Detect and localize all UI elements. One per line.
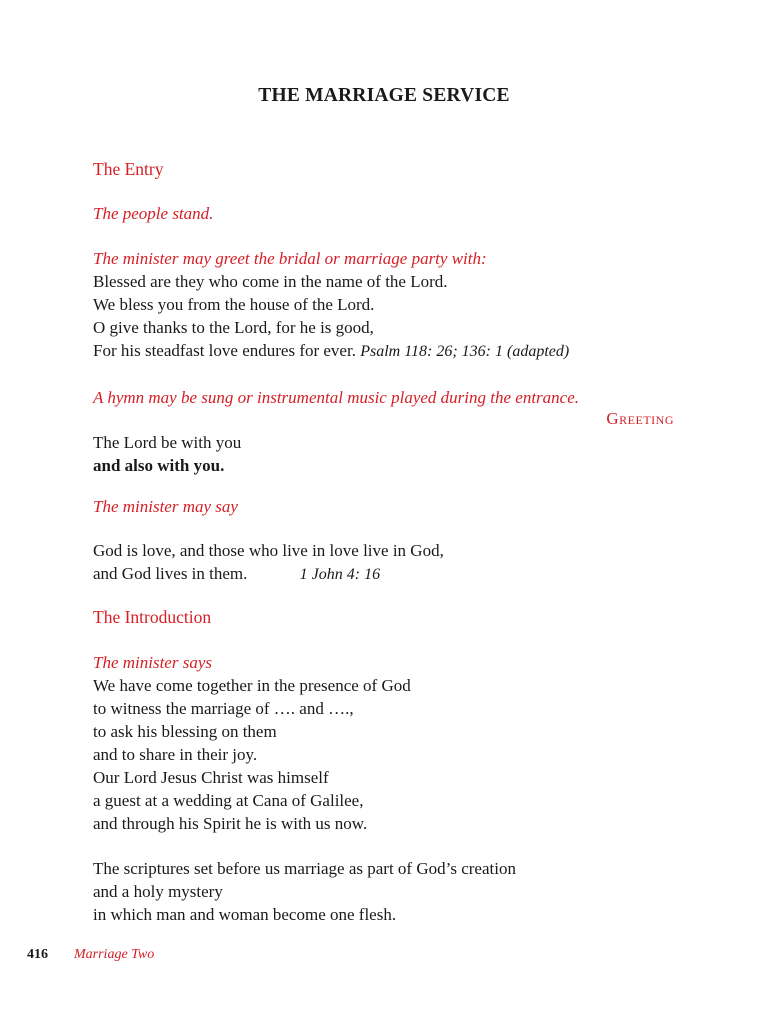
greeting-people-response: and also with you. (93, 456, 225, 475)
introduction-line: in which man and woman become one flesh. (93, 905, 397, 924)
introduction-line: We have come together in the presence of God (93, 676, 411, 695)
rubric-stand: The people stand. (93, 204, 214, 223)
psalm-reference: Psalm 118: 26; 136: 1 (adapted) (360, 343, 570, 360)
entry-line: Blessed are they who come in the name of the Lord. (93, 272, 448, 291)
entry-line: We bless you from the house of the Lord. (93, 295, 375, 314)
rubric-greet: The minister may greet the bridal or marriage party with: (93, 249, 487, 268)
page-number: 416 (27, 947, 48, 962)
greeting-line-with-reference (93, 563, 380, 586)
greeting-line: and God lives in them. (93, 564, 248, 583)
rubric-minister-says: The minister says (93, 653, 212, 672)
entry-line-with-reference (93, 340, 569, 363)
introduction-line: to ask his blessing on them (93, 722, 277, 741)
introduction-heading: The Introduction (93, 607, 212, 627)
entry-line: O give thanks to the Lord, for he is good, (93, 318, 374, 337)
john-reference: 1 John 4: 16 (299, 566, 381, 583)
introduction-line: and a holy mystery (93, 882, 223, 901)
entry-line: For his steadfast love endures for ever. (93, 341, 356, 360)
greeting-label: Greeting (606, 409, 674, 428)
greeting-line: God is love, and those who live in love live in God, (93, 541, 444, 560)
rubric-hymn: A hymn may be sung or instrumental music played during the entrance. (93, 388, 580, 407)
rubric-may-say: The minister may say (93, 497, 238, 516)
entry-heading: The Entry (93, 159, 164, 179)
introduction-line: and to share in their joy. (93, 745, 258, 764)
introduction-line: and through his Spirit he is with us now. (93, 814, 368, 833)
introduction-line: a guest at a wedding at Cana of Galilee, (93, 791, 364, 810)
page-title: THE MARRIAGE SERVICE (258, 85, 510, 106)
introduction-line: to witness the marriage of …. and …., (93, 699, 354, 718)
introduction-line: The scriptures set before us marriage as part of God’s creation (93, 859, 516, 878)
section-label: Marriage Two (74, 947, 155, 962)
introduction-line: Our Lord Jesus Christ was himself (93, 768, 329, 787)
greeting-minister-line: The Lord be with you (93, 433, 242, 452)
